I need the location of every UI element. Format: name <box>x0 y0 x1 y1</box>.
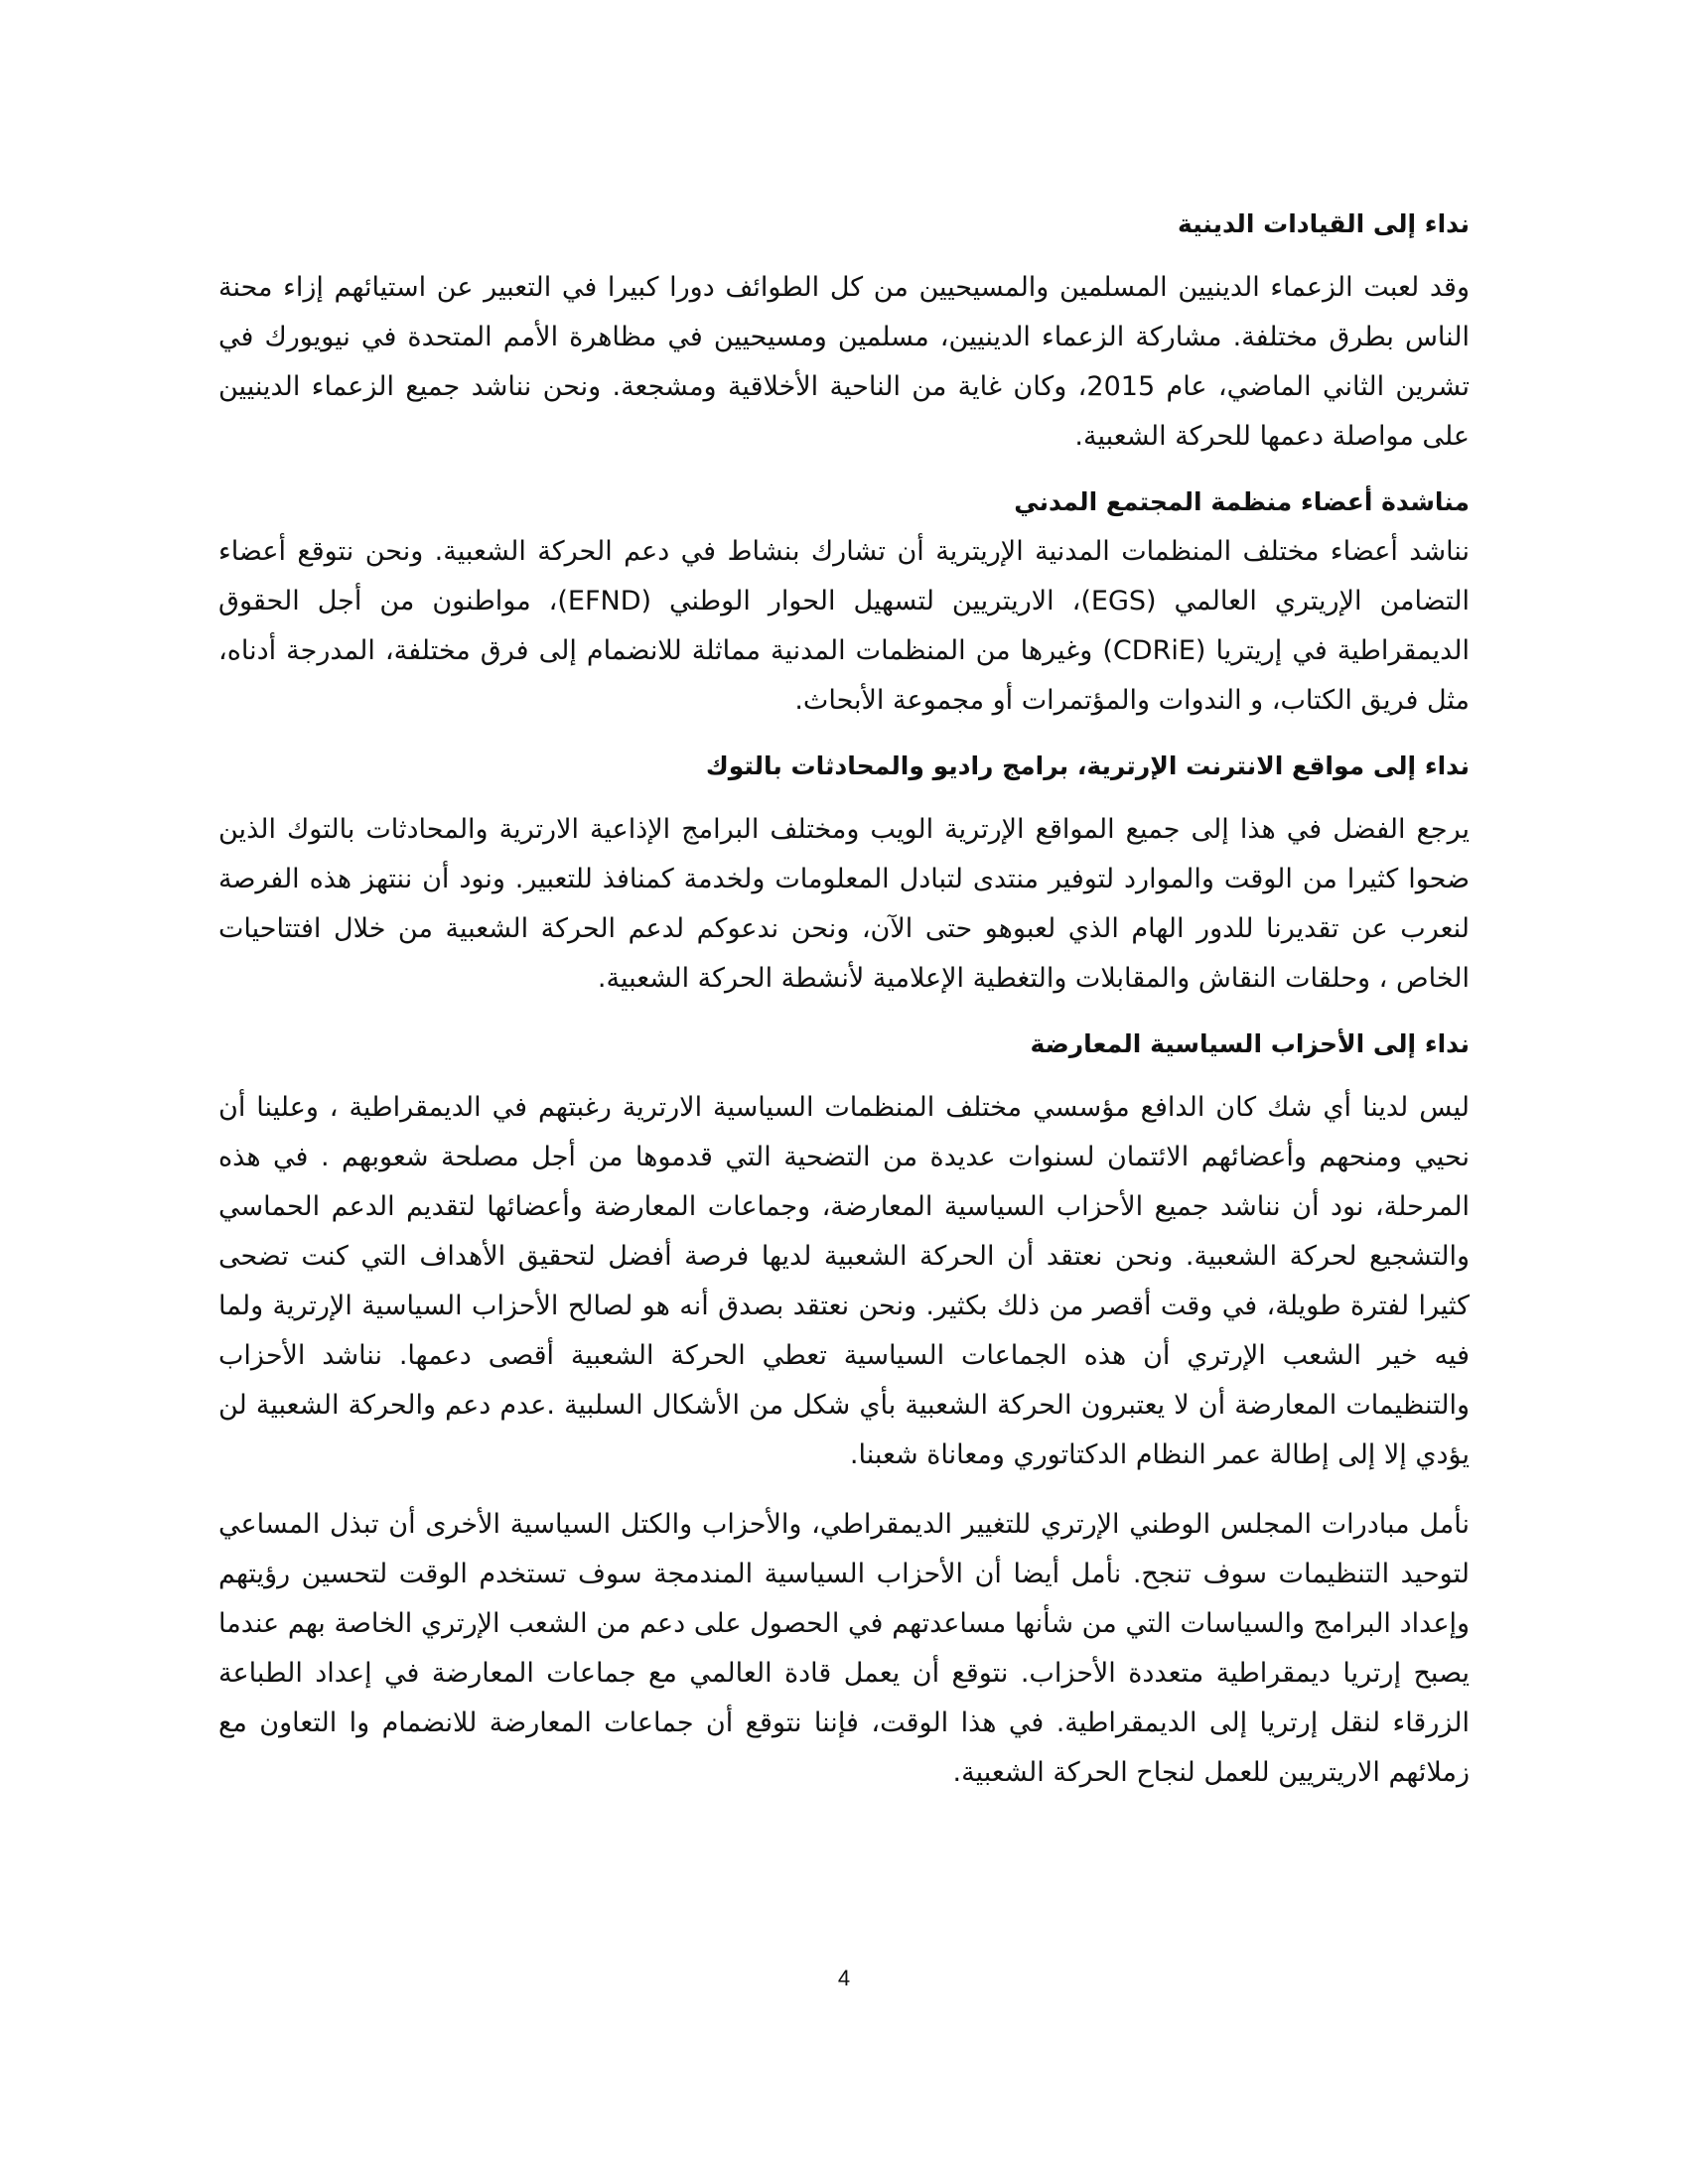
section-heading: نداء إلى مواقع الانترنت الإرترية، برامج راديو والمحادثات بالتوك <box>705 751 1470 780</box>
section-opposition-parties <box>218 1024 1470 1798</box>
section-heading: نداء إلى الأحزاب السياسية المعارضة <box>1030 1029 1470 1058</box>
paragraph: نأمل مبادرات المجلس الوطني الإرتري للتغيير الديمقراطي، والأحزاب والكتل السياسية الأخرى أن تبذل المساعي لتوحيد التنظيمات سوف تنجح. نأمل أيضا أن الأحزاب السياسية المندمجة سوف تستخدم الوقت لتحسين رؤيتهم وإعداد البرامج والسياسات التي من شأنها مساعدتهم في الحصول على دعم من الشعب الإرتري الخاصة بهم عندما يصبح إرتريا ديمقراطية متعددة الأحزاب. نتوقع أن يعمل قادة العالمي مع جماعات المعارضة في إعداد الطباعة الزرقاء لنقل إرتريا إلى الديمقراطية. في هذا الوقت، فإننا نتوقع أن جماعات المعارضة للانضمام وا التعاون مع زملائهم الاريتريين للعمل لنجاح الحركة الشعبية. <box>218 1509 1470 1788</box>
paragraph: نناشد أعضاء مختلف المنظمات المدنية الإريترية أن تشارك بنشاط في دعم الحركة الشعبية. ونحن نتوقع أعضاء التضامن الإريتري العالمي (EGS)، الاريتريين لتسهيل الحوار الوطني (EFND)، مواطنون من أجل الحقوق الديمقراطية في إريتريا (CDRiE) وغيرها من المنظمات المدنية مماثلة للانضمام إلى فرق مختلفة، المدرجة أدناه، مثل فريق الكتاب، و الندوات والمؤتمرات أو مجموعة الأبحاث. <box>218 536 1470 716</box>
paragraph: وقد لعبت الزعماء الدينيين المسلمين والمسيحيين من كل الطوائف دورا كبيرا في التعبير عن استيائهم إزاء محنة الناس بطرق مختلفة. مشاركة الزعماء الدينيين، مسلمين ومسيحيين في مظاهرة الأمم المتحدة في نيويورك في تشرين الثاني الماضي، عام 2015، وكان غاية من الناحية الأخلاقية ومشجعة. ونحن نناشد جميع الزعماء الدينيين على مواصلة دعمها للحركة الشعبية. <box>218 272 1471 452</box>
paragraph: يرجع الفضل في هذا إلى جميع المواقع الإرترية الويب ومختلف البرامج الإذاعية الارترية والمحادثات بالتوك الذين ضحوا كثيرا من الوقت والموارد لتوفير منتدى لتبادل المعلومات ولخدمة كمنافذ للتعبير. ونود أن ننتهز هذه الفرصة لنعرب عن تقديرنا للدور الهام الذي لعبوهو حتى الآن، ونحن ندعوكم لدعم الحركة الشعبية من خلال افتتاحيات الخاص ، وحلقات النقاش والمقابلات والتغطية الإعلامية لأنشطة الحركة الشعبية. <box>218 814 1470 994</box>
section-religious-leaders <box>218 204 1470 462</box>
document-body <box>218 204 1470 1818</box>
section-heading: مناشدة أعضاء منظمة المجتمع المدني <box>1014 487 1470 516</box>
page-number: 4 <box>837 1966 851 1990</box>
section-heading: نداء إلى القيادات الدينية <box>1178 209 1470 238</box>
section-civil-society <box>218 481 1470 726</box>
section-websites-radio-paltalk <box>218 746 1470 1004</box>
paragraph: ليس لدينا أي شك كان الدافع مؤسسي مختلف المنظمات السياسية الارترية رغبتهم في الديمقراطية ، وعلينا أن نحيي ومنحهم وأعضائهم الائتمان لسنوات عديدة من التضحية التي قدموها من أجل مصلحة شعوبهم . في هذه المرحلة، نود أن نناشد جميع الأحزاب السياسية المعارضة، وجماعات المعارضة وأعضائها لتقديم الدعم الحماسي والتشجيع لحركة الشعبية. ونحن نعتقد أن الحركة الشعبية لديها فرصة أفضل لتحقيق الأهداف التي كنت تضحى كثيرا لفترة طويلة، في وقت أقصر من ذلك بكثير. ونحن نعتقد بصدق أنه هو لصالح الأحزاب السياسية الإرترية ولما فيه خير الشعب الإرتري أن هذه الجماعات السياسية تعطي الحركة الشعبية أقصى دعمها. نناشد الأحزاب والتنظيمات المعارضة أن لا يعتبرون الحركة الشعبية بأي شكل من الأشكال السلبية .عدم دعم والحركة الشعبية لن يؤدي إلا إلى إطالة عمر النظام الدكتاتوري ومعاناة شعبنا. <box>218 1092 1470 1470</box>
